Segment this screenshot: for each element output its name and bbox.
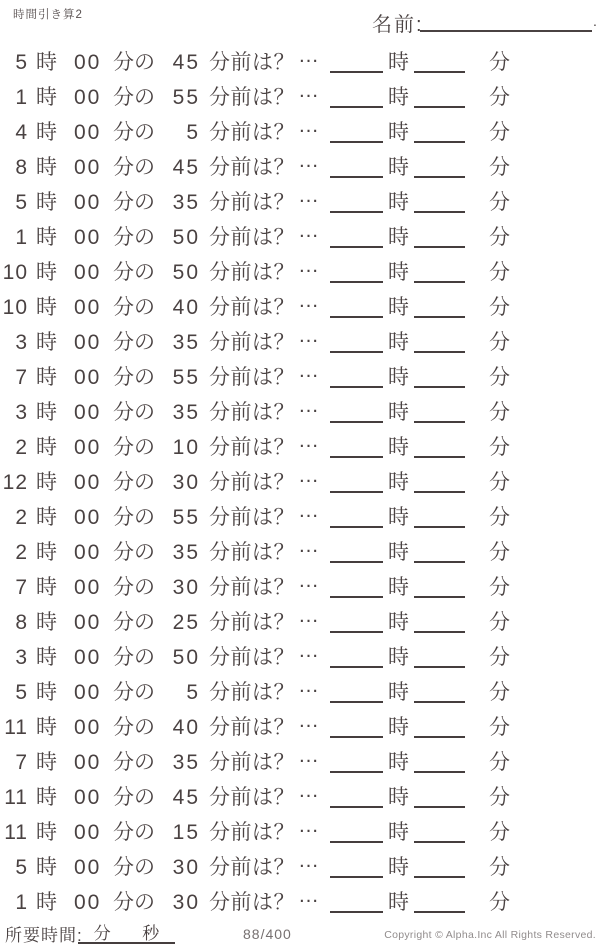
before-minutes-value: 35	[172, 401, 200, 424]
minute-value: 00	[74, 506, 102, 529]
answer-minute-blank[interactable]	[414, 857, 465, 878]
minute-value: 00	[74, 611, 102, 634]
before-minutes-value: 5	[186, 681, 200, 704]
hour-unit-label: 時	[36, 646, 57, 669]
minutes-before-question-label: 分前は？	[209, 716, 295, 739]
minutes-before-question-label: 分前は？	[209, 751, 295, 774]
answer-minute-unit-label: 分	[489, 821, 510, 844]
answer-minute-blank[interactable]	[414, 892, 465, 913]
answer-hour-blank[interactable]	[330, 787, 383, 808]
answer-hour-unit-label: 時	[388, 296, 409, 319]
answer-minute-blank[interactable]	[414, 297, 465, 318]
answer-minute-unit-label: 分	[489, 121, 510, 144]
minutes-before-question-label: 分前は？	[209, 261, 295, 284]
answer-minute-unit-label: 分	[489, 436, 510, 459]
minutes-before-question-label: 分前は？	[209, 681, 295, 704]
minutes-before-question-label: 分前は？	[209, 646, 295, 669]
answer-minute-unit-label: 分	[489, 576, 510, 599]
answer-hour-blank[interactable]	[330, 297, 383, 318]
before-minutes-value: 30	[172, 891, 200, 914]
minute-of-label: 分の	[113, 471, 155, 494]
before-minutes-value: 40	[172, 296, 200, 319]
hour-value: 3	[15, 401, 28, 424]
minute-value: 00	[74, 121, 102, 144]
answer-hour-blank[interactable]	[330, 192, 383, 213]
problem-list	[0, 44, 600, 925]
answer-hour-blank[interactable]	[330, 437, 383, 458]
answer-hour-blank[interactable]	[330, 87, 383, 108]
hour-unit-label: 時	[36, 331, 57, 354]
minutes-before-question-label: 分前は？	[209, 856, 295, 879]
answer-minute-blank[interactable]	[414, 87, 465, 108]
answer-minute-blank[interactable]	[414, 262, 465, 283]
ellipsis: …	[298, 149, 320, 172]
ellipsis: …	[298, 289, 320, 312]
answer-minute-unit-label: 分	[489, 751, 510, 774]
minutes-before-question-label: 分前は？	[209, 786, 295, 809]
hour-value: 4	[15, 121, 28, 144]
ellipsis: …	[298, 79, 320, 102]
answer-hour-unit-label: 時	[388, 51, 409, 74]
name-line-end-mark: .	[593, 13, 597, 29]
minutes-before-question-label: 分前は？	[209, 191, 295, 214]
before-minutes-value: 5	[186, 121, 200, 144]
ellipsis: …	[298, 464, 320, 487]
minute-of-label: 分の	[113, 891, 155, 914]
minutes-before-question-label: 分前は？	[209, 296, 295, 319]
answer-hour-blank[interactable]	[330, 262, 383, 283]
hour-value: 11	[4, 716, 28, 739]
ellipsis: …	[298, 219, 320, 242]
minute-of-label: 分の	[113, 751, 155, 774]
minute-of-label: 分の	[113, 821, 155, 844]
minute-of-label: 分の	[113, 121, 155, 144]
minutes-before-question-label: 分前は？	[209, 891, 295, 914]
hour-value: 5	[15, 51, 28, 74]
minutes-before-question-label: 分前は？	[209, 506, 295, 529]
ellipsis: …	[298, 324, 320, 347]
minute-of-label: 分の	[113, 156, 155, 179]
progress-counter: 88/400	[243, 926, 292, 942]
ellipsis: …	[298, 639, 320, 662]
hour-value: 1	[15, 226, 28, 249]
hour-value: 1	[15, 891, 28, 914]
answer-minute-blank[interactable]	[414, 787, 465, 808]
minute-of-label: 分の	[113, 716, 155, 739]
hour-value: 11	[4, 821, 28, 844]
answer-hour-unit-label: 時	[388, 156, 409, 179]
minute-value: 00	[74, 646, 102, 669]
ellipsis: …	[298, 254, 320, 277]
minute-value: 00	[74, 681, 102, 704]
hour-unit-label: 時	[36, 821, 57, 844]
answer-minute-unit-label: 分	[489, 331, 510, 354]
minutes-before-question-label: 分前は？	[209, 121, 295, 144]
hour-unit-label: 時	[36, 121, 57, 144]
minutes-before-question-label: 分前は？	[209, 366, 295, 389]
minute-of-label: 分の	[113, 856, 155, 879]
ellipsis: …	[298, 499, 320, 522]
before-minutes-value: 25	[172, 611, 200, 634]
ellipsis: …	[298, 359, 320, 382]
answer-minute-blank[interactable]	[414, 332, 465, 353]
ellipsis: …	[298, 114, 320, 137]
minute-of-label: 分の	[113, 226, 155, 249]
answer-minute-unit-label: 分	[489, 86, 510, 109]
answer-minute-blank[interactable]	[414, 122, 465, 143]
answer-hour-unit-label: 時	[388, 786, 409, 809]
ellipsis: …	[298, 744, 320, 767]
hour-unit-label: 時	[36, 611, 57, 634]
minute-of-label: 分の	[113, 261, 155, 284]
minute-of-label: 分の	[113, 86, 155, 109]
minute-value: 00	[74, 751, 102, 774]
minute-of-label: 分の	[113, 681, 155, 704]
answer-hour-blank[interactable]	[330, 367, 383, 388]
answer-minute-unit-label: 分	[489, 366, 510, 389]
ellipsis: …	[298, 709, 320, 732]
minute-of-label: 分の	[113, 611, 155, 634]
minutes-before-question-label: 分前は？	[209, 821, 295, 844]
answer-minute-blank[interactable]	[414, 647, 465, 668]
hour-value: 2	[15, 506, 28, 529]
answer-hour-blank[interactable]	[330, 717, 383, 738]
before-minutes-value: 30	[172, 471, 200, 494]
ellipsis: …	[298, 674, 320, 697]
answer-hour-unit-label: 時	[388, 86, 409, 109]
answer-minute-unit-label: 分	[489, 611, 510, 634]
before-minutes-value: 35	[172, 331, 200, 354]
hour-unit-label: 時	[36, 436, 57, 459]
answer-hour-blank[interactable]	[330, 857, 383, 878]
ellipsis: …	[298, 814, 320, 837]
ellipsis: …	[298, 884, 320, 907]
answer-hour-unit-label: 時	[388, 611, 409, 634]
page-title: 時間引き算2	[13, 9, 83, 21]
answer-hour-unit-label: 時	[388, 331, 409, 354]
minutes-before-question-label: 分前は？	[209, 401, 295, 424]
hour-unit-label: 時	[36, 786, 57, 809]
minute-of-label: 分の	[113, 646, 155, 669]
answer-hour-blank[interactable]	[330, 612, 383, 633]
minutes-before-question-label: 分前は？	[209, 51, 295, 74]
before-minutes-value: 35	[172, 191, 200, 214]
minutes-before-question-label: 分前は？	[209, 226, 295, 249]
answer-minute-blank[interactable]	[414, 157, 465, 178]
hour-unit-label: 時	[36, 261, 57, 284]
answer-minute-blank[interactable]	[414, 402, 465, 423]
minute-of-label: 分の	[113, 191, 155, 214]
before-minutes-value: 15	[172, 821, 200, 844]
minute-value: 00	[74, 331, 102, 354]
hour-value: 10	[2, 261, 28, 284]
hour-unit-label: 時	[36, 541, 57, 564]
hour-value: 3	[15, 646, 28, 669]
answer-minute-blank[interactable]	[414, 752, 465, 773]
minute-value: 00	[74, 296, 102, 319]
answer-minute-unit-label: 分	[489, 51, 510, 74]
minutes-before-question-label: 分前は？	[209, 436, 295, 459]
ellipsis: …	[298, 849, 320, 872]
answer-minute-unit-label: 分	[489, 191, 510, 214]
copyright-text: Copyright © Alpha.Inc All Rights Reserved.	[384, 929, 596, 941]
hour-value: 11	[4, 786, 28, 809]
answer-hour-blank[interactable]	[330, 577, 383, 598]
hour-unit-label: 時	[36, 86, 57, 109]
minutes-before-question-label: 分前は？	[209, 156, 295, 179]
answer-hour-blank[interactable]	[330, 647, 383, 668]
hour-value: 2	[15, 541, 28, 564]
minute-value: 00	[74, 51, 102, 74]
answer-hour-unit-label: 時	[388, 541, 409, 564]
answer-minute-blank[interactable]	[414, 542, 465, 563]
answer-hour-unit-label: 時	[388, 716, 409, 739]
ellipsis: …	[298, 604, 320, 627]
hour-value: 5	[15, 856, 28, 879]
before-minutes-value: 55	[172, 366, 200, 389]
answer-hour-unit-label: 時	[388, 401, 409, 424]
answer-hour-unit-label: 時	[388, 191, 409, 214]
hour-unit-label: 時	[36, 156, 57, 179]
answer-minute-unit-label: 分	[489, 716, 510, 739]
answer-hour-unit-label: 時	[388, 856, 409, 879]
ellipsis: …	[298, 779, 320, 802]
before-minutes-value: 55	[172, 506, 200, 529]
hour-value: 5	[15, 191, 28, 214]
answer-hour-unit-label: 時	[388, 821, 409, 844]
answer-minute-blank[interactable]	[414, 822, 465, 843]
answer-minute-unit-label: 分	[489, 401, 510, 424]
answer-hour-blank[interactable]	[330, 332, 383, 353]
answer-minute-blank[interactable]	[414, 577, 465, 598]
answer-minute-blank[interactable]	[414, 52, 465, 73]
seconds-unit-label: 秒	[142, 924, 160, 943]
minutes-before-question-label: 分前は？	[209, 541, 295, 564]
minutes-before-question-label: 分前は？	[209, 576, 295, 599]
answer-minute-blank[interactable]	[414, 717, 465, 738]
answer-minute-blank[interactable]	[414, 192, 465, 213]
before-minutes-value: 45	[172, 156, 200, 179]
answer-hour-unit-label: 時	[388, 681, 409, 704]
answer-hour-blank[interactable]	[330, 52, 383, 73]
minute-of-label: 分の	[113, 401, 155, 424]
hour-unit-label: 時	[36, 891, 57, 914]
ellipsis: …	[298, 184, 320, 207]
elapsed-time-label: 所要時間:	[5, 926, 83, 945]
minute-of-label: 分の	[113, 296, 155, 319]
elapsed-time-blank[interactable]	[78, 919, 175, 944]
hour-unit-label: 時	[36, 401, 57, 424]
hour-value: 8	[15, 611, 28, 634]
answer-minute-unit-label: 分	[489, 856, 510, 879]
hour-value: 7	[15, 576, 28, 599]
answer-minute-unit-label: 分	[489, 541, 510, 564]
ellipsis: …	[298, 44, 320, 67]
minute-of-label: 分の	[113, 331, 155, 354]
answer-hour-blank[interactable]	[330, 122, 383, 143]
hour-unit-label: 時	[36, 751, 57, 774]
before-minutes-value: 35	[172, 751, 200, 774]
answer-hour-unit-label: 時	[388, 436, 409, 459]
hour-unit-label: 時	[36, 471, 57, 494]
answer-minute-unit-label: 分	[489, 471, 510, 494]
hour-unit-label: 時	[36, 716, 57, 739]
answer-hour-blank[interactable]	[330, 892, 383, 913]
hour-unit-label: 時	[36, 296, 57, 319]
answer-hour-blank[interactable]	[330, 227, 383, 248]
before-minutes-value: 45	[172, 786, 200, 809]
before-minutes-value: 50	[172, 226, 200, 249]
minutes-before-question-label: 分前は？	[209, 471, 295, 494]
ellipsis: …	[298, 429, 320, 452]
minute-value: 00	[74, 191, 102, 214]
hour-value: 10	[2, 296, 28, 319]
answer-minute-unit-label: 分	[489, 681, 510, 704]
answer-minute-unit-label: 分	[489, 296, 510, 319]
answer-minute-blank[interactable]	[414, 682, 465, 703]
minute-value: 00	[74, 436, 102, 459]
hour-unit-label: 時	[36, 226, 57, 249]
hour-value: 8	[15, 156, 28, 179]
answer-hour-unit-label: 時	[388, 226, 409, 249]
minute-value: 00	[74, 891, 102, 914]
answer-minute-blank[interactable]	[414, 227, 465, 248]
answer-hour-blank[interactable]	[330, 402, 383, 423]
minute-of-label: 分の	[113, 576, 155, 599]
minute-value: 00	[74, 156, 102, 179]
answer-hour-unit-label: 時	[388, 646, 409, 669]
minute-value: 00	[74, 226, 102, 249]
name-input-line[interactable]	[420, 10, 592, 32]
minute-value: 00	[74, 821, 102, 844]
answer-hour-blank[interactable]	[330, 752, 383, 773]
before-minutes-value: 50	[172, 646, 200, 669]
hour-unit-label: 時	[36, 366, 57, 389]
hour-value: 3	[15, 331, 28, 354]
before-minutes-value: 50	[172, 261, 200, 284]
minutes-before-question-label: 分前は？	[209, 86, 295, 109]
answer-minute-blank[interactable]	[414, 612, 465, 633]
minute-value: 00	[74, 366, 102, 389]
minute-of-label: 分の	[113, 366, 155, 389]
answer-minute-unit-label: 分	[489, 646, 510, 669]
hour-value: 2	[15, 436, 28, 459]
hour-unit-label: 時	[36, 191, 57, 214]
answer-minute-blank[interactable]	[414, 507, 465, 528]
answer-hour-unit-label: 時	[388, 121, 409, 144]
minutes-unit-label: 分	[93, 924, 111, 943]
answer-hour-unit-label: 時	[388, 576, 409, 599]
answer-minute-unit-label: 分	[489, 261, 510, 284]
minute-of-label: 分の	[113, 51, 155, 74]
minute-value: 00	[74, 471, 102, 494]
before-minutes-value: 55	[172, 86, 200, 109]
hour-value: 1	[15, 86, 28, 109]
answer-hour-blank[interactable]	[330, 157, 383, 178]
hour-value: 12	[2, 471, 28, 494]
answer-minute-unit-label: 分	[489, 506, 510, 529]
hour-value: 5	[15, 681, 28, 704]
minute-of-label: 分の	[113, 506, 155, 529]
minute-value: 00	[74, 541, 102, 564]
minute-value: 00	[74, 86, 102, 109]
answer-hour-unit-label: 時	[388, 471, 409, 494]
answer-minute-blank[interactable]	[414, 437, 465, 458]
before-minutes-value: 35	[172, 541, 200, 564]
hour-unit-label: 時	[36, 681, 57, 704]
answer-hour-blank[interactable]	[330, 822, 383, 843]
minute-of-label: 分の	[113, 786, 155, 809]
hour-value: 7	[15, 751, 28, 774]
answer-hour-blank[interactable]	[330, 507, 383, 528]
answer-hour-blank[interactable]	[330, 472, 383, 493]
answer-hour-unit-label: 時	[388, 751, 409, 774]
hour-unit-label: 時	[36, 506, 57, 529]
minute-value: 00	[74, 576, 102, 599]
minute-value: 00	[74, 401, 102, 424]
minute-of-label: 分の	[113, 541, 155, 564]
before-minutes-value: 10	[172, 436, 200, 459]
minute-of-label: 分の	[113, 436, 155, 459]
answer-minute-blank[interactable]	[414, 472, 465, 493]
answer-hour-blank[interactable]	[330, 682, 383, 703]
name-label: 名前:	[372, 14, 424, 36]
before-minutes-value: 45	[172, 51, 200, 74]
answer-minute-unit-label: 分	[489, 786, 510, 809]
hour-value: 7	[15, 366, 28, 389]
answer-minute-unit-label: 分	[489, 226, 510, 249]
minutes-before-question-label: 分前は？	[209, 331, 295, 354]
minute-value: 00	[74, 786, 102, 809]
hour-unit-label: 時	[36, 51, 57, 74]
answer-hour-unit-label: 時	[388, 261, 409, 284]
answer-minute-blank[interactable]	[414, 367, 465, 388]
answer-hour-blank[interactable]	[330, 542, 383, 563]
answer-hour-unit-label: 時	[388, 506, 409, 529]
ellipsis: …	[298, 569, 320, 592]
before-minutes-value: 30	[172, 576, 200, 599]
hour-unit-label: 時	[36, 576, 57, 599]
minute-value: 00	[74, 856, 102, 879]
hour-unit-label: 時	[36, 856, 57, 879]
answer-hour-unit-label: 時	[388, 891, 409, 914]
ellipsis: …	[298, 534, 320, 557]
answer-hour-unit-label: 時	[388, 366, 409, 389]
answer-minute-unit-label: 分	[489, 156, 510, 179]
minute-value: 00	[74, 261, 102, 284]
ellipsis: …	[298, 394, 320, 417]
minutes-before-question-label: 分前は？	[209, 611, 295, 634]
minute-value: 00	[74, 716, 102, 739]
answer-minute-unit-label: 分	[489, 891, 510, 914]
before-minutes-value: 40	[172, 716, 200, 739]
before-minutes-value: 30	[172, 856, 200, 879]
